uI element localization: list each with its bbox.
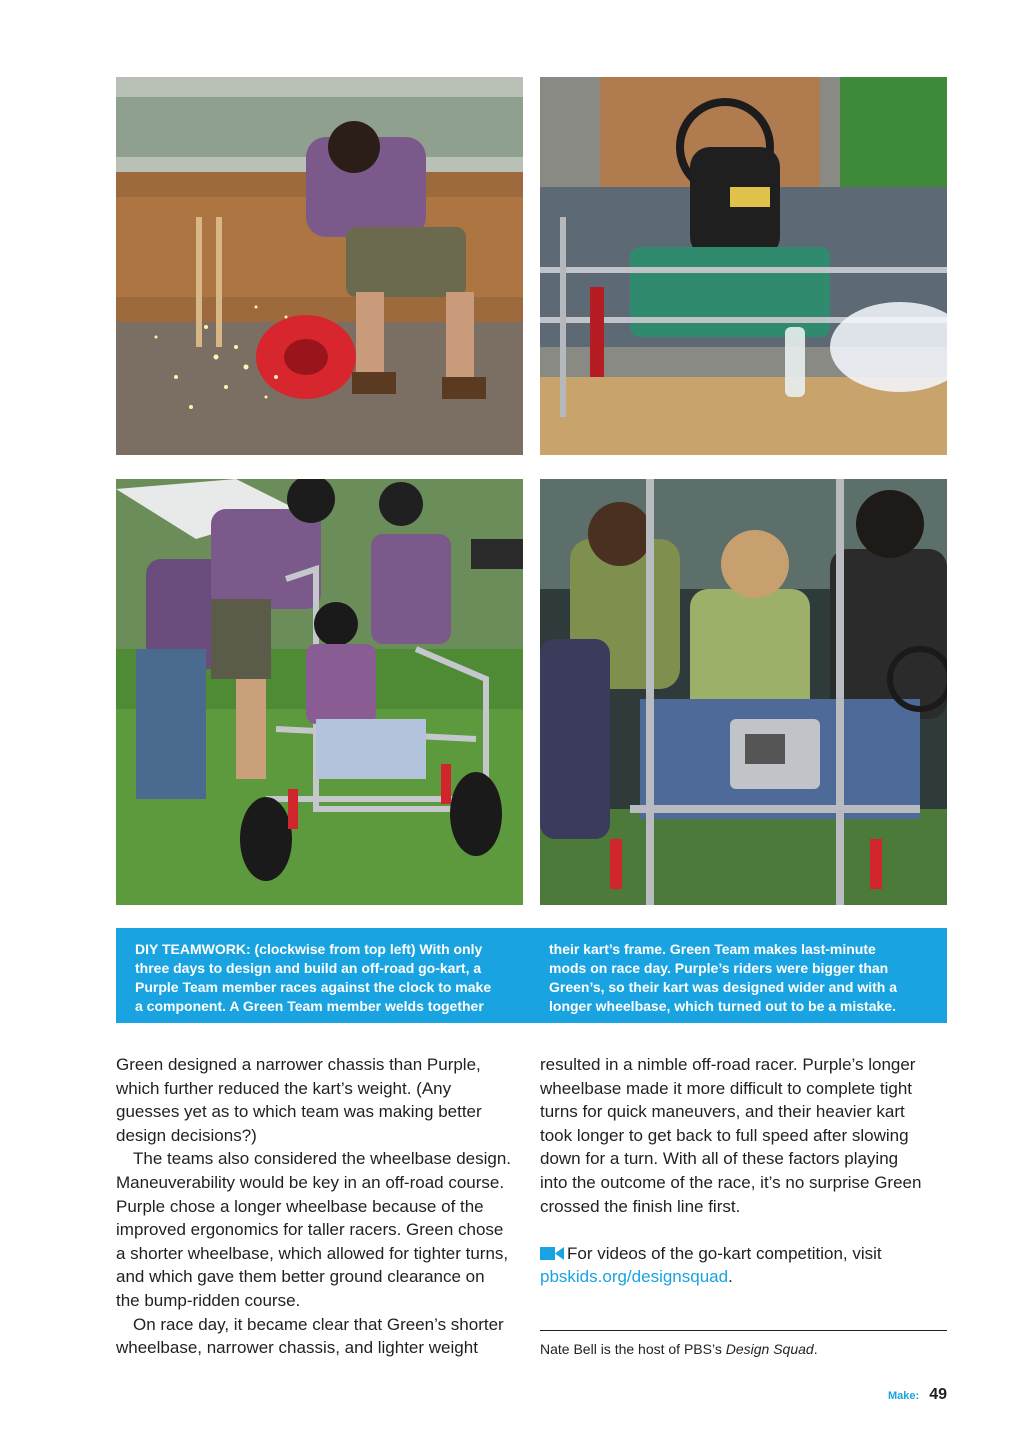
photo-purple-team-kart [116, 479, 523, 905]
photo-purple-team-cutting [116, 77, 523, 455]
caption-line: Purple Team member races against the clock to make [135, 979, 492, 995]
author-bio [540, 1339, 818, 1359]
body-line: into the outcome of the race, it’s no surprise Green [540, 1172, 922, 1192]
body-line: The teams also considered the wheelbase design. [133, 1149, 512, 1169]
caption-line: mods on race day. Purple’s riders were bigger than [549, 960, 889, 976]
body-line: the bump-ridden course. [116, 1290, 301, 1310]
body-line: Purple chose a longer wheelbase because of the [116, 1196, 484, 1216]
video-link-line [540, 1265, 950, 1289]
body-line: design decisions?) [116, 1125, 257, 1145]
body-line: turns for quick maneuvers, and their heavier kart [540, 1102, 905, 1122]
caption-line: a component. A Green Team member welds together [135, 998, 484, 1014]
video-note [540, 1242, 950, 1266]
body-right-column [540, 1053, 950, 1289]
body-left-column [116, 1053, 526, 1360]
body-line: improved ergonomics for taller racers. Green chose [116, 1220, 504, 1240]
bio-show-title: Design Squad [725, 1341, 814, 1357]
body-line: guesses yet as to which team was making better [116, 1102, 482, 1122]
brand-name: Make: [888, 1390, 920, 1402]
caption-left-column [135, 940, 525, 1016]
body-line: and which gave them better ground clearance on [116, 1267, 485, 1287]
bio-divider [540, 1330, 947, 1331]
photo-green-team-welding [540, 77, 947, 455]
bio-text: Nate Bell is the host of PBS’s [540, 1341, 726, 1357]
body-line: resulted in a nimble off-road racer. Purple’s longer [540, 1055, 916, 1074]
designsquad-link[interactable]: pbskids.org/designsquad [540, 1267, 729, 1287]
caption-line: DIY TEAMWORK: (clockwise from top left) With only [135, 941, 483, 957]
bio-end: . [813, 1341, 818, 1357]
body-line: took longer to get back to full speed after slowing [540, 1125, 909, 1145]
page-folio [888, 1386, 947, 1404]
page-number: 49 [929, 1386, 947, 1403]
caption-line: Green’s, so their kart was designed wider and with a [549, 979, 898, 995]
body-line: which further reduced the kart’s weight. (Any [116, 1078, 452, 1098]
body-line: Maneuverability would be key in an off-road course. [116, 1172, 505, 1192]
body-line: Green designed a narrower chassis than Purple, [116, 1055, 481, 1074]
caption-line: three days to design and build an off-road go-kart, a [135, 960, 482, 976]
video-camera-icon [540, 1246, 564, 1261]
body-line: a shorter wheelbase, which allowed for tighter turns, [116, 1243, 509, 1263]
body-line: On race day, it became clear that Green’s shorter [133, 1314, 504, 1334]
caption-right-column [549, 940, 939, 1016]
caption-line: their kart’s frame. Green Team makes last-minute [549, 941, 876, 957]
video-note-text: For videos of the go-kart competition, visit [567, 1243, 882, 1263]
caption-line: longer wheelbase, which turned out to be a mistake. [549, 998, 896, 1014]
photo-green-team-kart [540, 479, 947, 905]
body-line: down for a turn. With all of these factors playing [540, 1149, 899, 1169]
body-line: wheelbase made it more difficult to complete tight [540, 1078, 912, 1098]
photo-caption [116, 928, 947, 1023]
video-link-period: . [728, 1267, 733, 1287]
body-line: wheelbase, narrower chassis, and lighter weight [116, 1338, 478, 1358]
body-line: crossed the finish line first. [540, 1196, 741, 1216]
